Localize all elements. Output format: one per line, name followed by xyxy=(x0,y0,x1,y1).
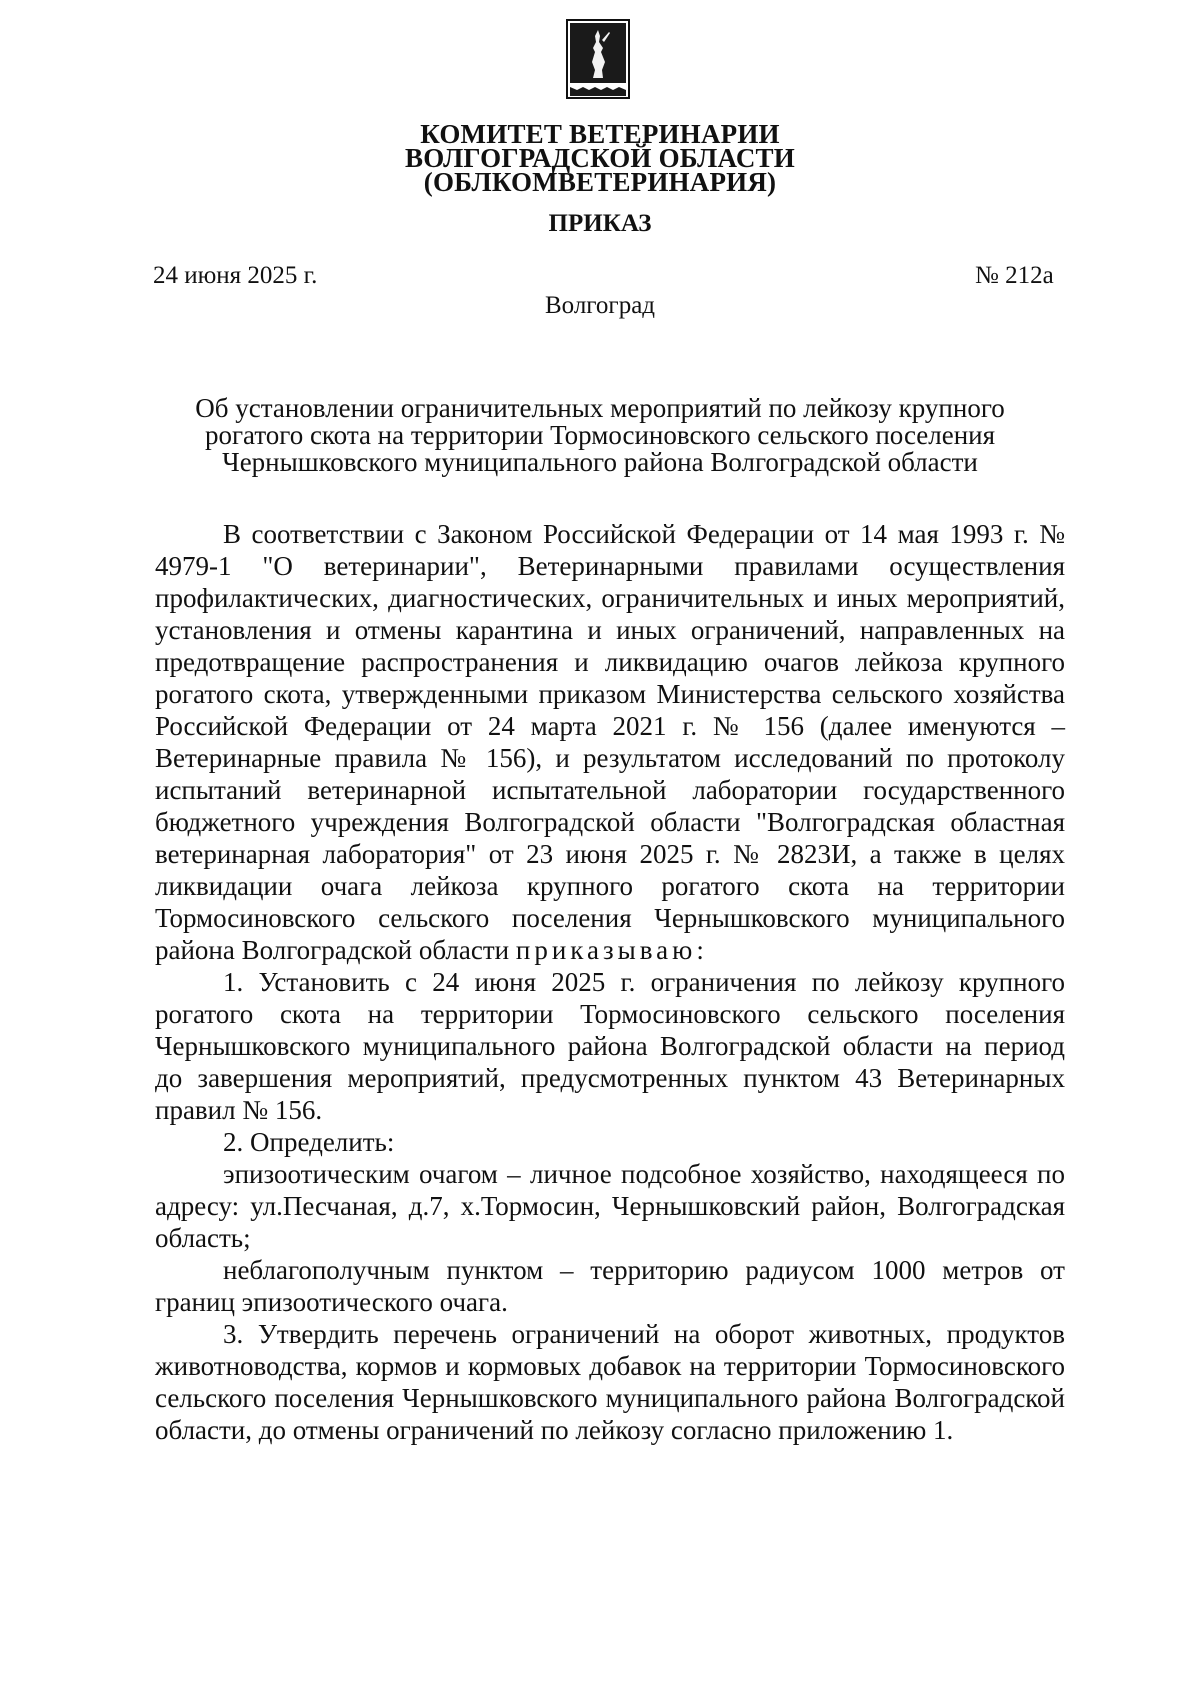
document-type-title: ПРИКАЗ xyxy=(548,210,652,237)
document-city: Волгоград xyxy=(544,292,656,319)
document-number: № 212а xyxy=(975,262,1054,289)
document-subject xyxy=(150,395,1050,476)
document-body xyxy=(155,518,1065,1446)
item-3-paragraph: 3. Утвердить перечень ограничений на оборот животных, продуктов животноводства, кормов и кормовых добавок на территории Тормосиновского сельского поселения Чернышковского муниципального района Волгоградской области, до отмены ограничений по лейкозу согласно приложению 1. xyxy=(155,1319,1065,1445)
item-2-paragraph: 2. Определить: xyxy=(223,1127,395,1157)
subject-line-2: рогатого скота на территории Тормосиновского сельского поселения xyxy=(204,420,996,450)
org-name-line-2: ВОЛГОГРАДСКОЙ ОБЛАСТИ xyxy=(405,143,795,173)
subject-line-3: Чернышковского муниципального района Волгоградской области xyxy=(222,447,978,477)
preamble-text: В соответствии с Законом Российской Федерации от 14 мая 1993 г. № 4979-1 "О ветеринарии", Ветеринарными правилами осуществления профилактических, диагностических, ограничительных и иных мероприятий, установления и отмены карантина и иных ограничений, направленных на предотвращение распространения и ликвидацию очагов лейкоза крупного рогатого скота, утвержденными приказом Министерства сельского хозяйства Российской Федерации от 24 марта 2021 г. № 156 (далее именуются – Ветеринарные правила № 156), и результатом исследований по протоколу испытаний ветеринарной испытательной лаборатории государственного бюджетного учреждения Волгоградской области "Волгоградская областная ветеринарная лаборатория" от 23 июня 2025 г. № 2823И, а также в целях ликвидации очага лейкоза крупного рогатого скота на территории Тормосиновского сельского поселения Чернышковского муниципального района Волгоградской области xyxy=(155,519,1065,965)
organization-name xyxy=(0,119,1200,197)
org-name-line-1: КОМИТЕТ ВЕТЕРИНАРИИ xyxy=(420,119,780,149)
item-2-zone-paragraph: неблагополучным пунктом – территорию радиусом 1000 метров от границ эпизоотического очага. xyxy=(155,1255,1065,1317)
coat-of-arms-emblem xyxy=(565,18,631,100)
org-name-line-3: (ОБЛКОМВЕТЕРИНАРИЯ) xyxy=(423,167,777,197)
subject-line-1: Об установлении ограничительных мероприятий по лейкозу крупного xyxy=(195,393,1005,423)
document-date: 24 июня 2025 г. xyxy=(153,262,318,289)
item-1-paragraph: 1. Установить с 24 июня 2025 г. ограничения по лейкозу крупного рогатого скота на территории Тормосиновского сельского поселения Чернышковского муниципального района Волгоградской области на период до завершения мероприятий, предусмотренных пунктом 43 Ветеринарных правил № 156. xyxy=(155,967,1065,1125)
preamble-paragraph xyxy=(155,518,1065,966)
item-2-focus-paragraph: эпизоотическим очагом – личное подсобное хозяйство, находящееся по адресу: ул.Песчаная, д.7, х.Тормосин, Чернышковский район, Волгоградская область; xyxy=(155,1159,1065,1253)
order-word: приказываю: xyxy=(515,935,708,965)
